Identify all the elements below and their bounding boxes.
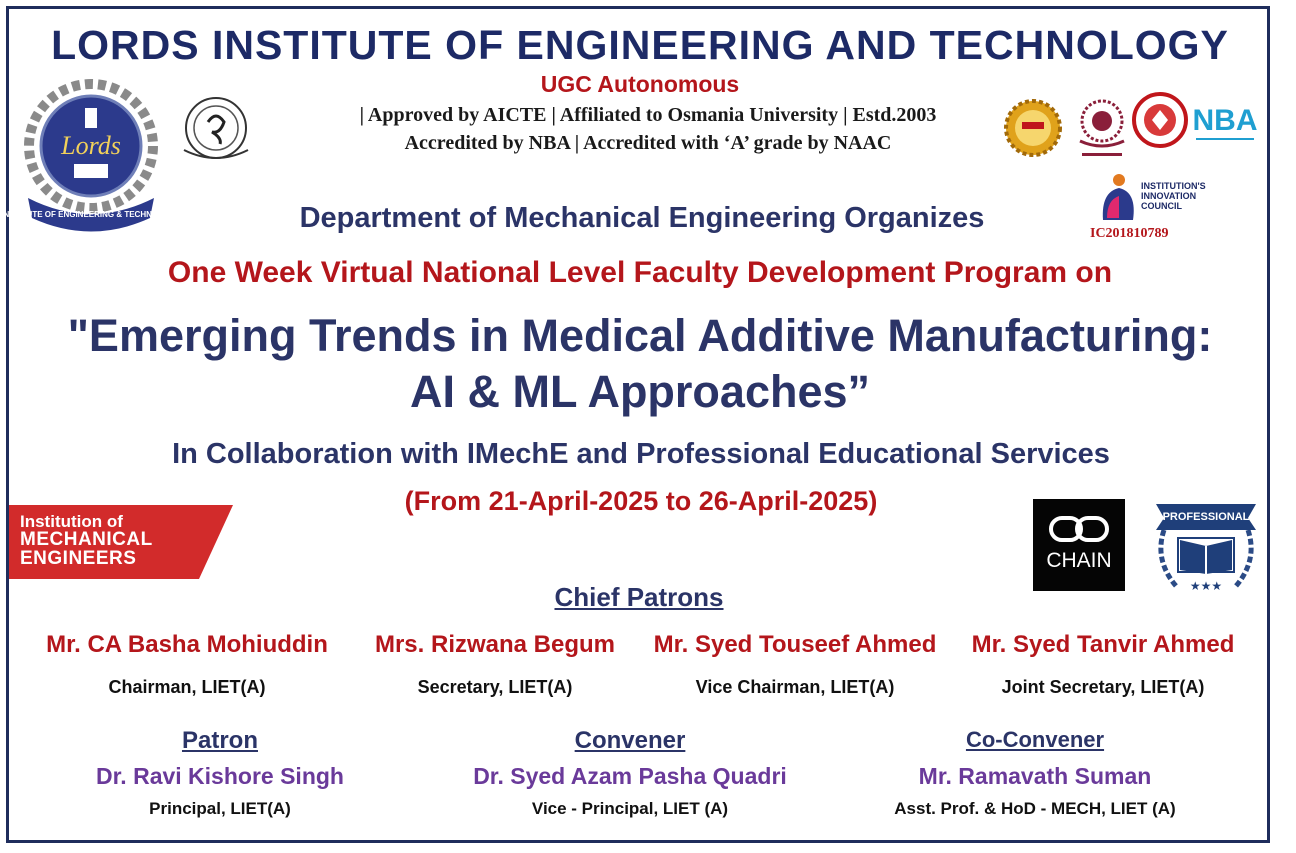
convener-role: Vice - Principal, LIET (A) — [531, 799, 729, 818]
co-convener-heading: Co-Convener — [965, 727, 1105, 752]
ugc-autonomous-label: UGC Autonomous — [540, 71, 740, 97]
chief-patron-2-name: Mrs. Rizwana Begum — [374, 631, 616, 658]
chief-patron-3-name: Mr. Syed Touseef Ahmed — [653, 631, 937, 658]
lords-seal-banner-text: INSTITUTE OF ENGINEERING & TECHNOLOGY — [1, 210, 181, 219]
patron-name: Dr. Ravi Kishore Singh — [96, 763, 344, 789]
chain-logo-text: CHAIN — [1046, 549, 1112, 572]
naac-logo — [1074, 95, 1130, 161]
osmania-university-logo — [180, 92, 252, 164]
accreditation-seal-logo — [1132, 92, 1188, 148]
event-title-line2: AI & ML Approaches” — [409, 366, 871, 417]
chief-patron-1-role: Chairman, LIET(A) — [108, 677, 266, 697]
accreditation-line: Accredited by NBA | Accredited with ‘A’ grade by NAAC — [404, 132, 892, 154]
co-convener-role: Asst. Prof. & HoD - MECH, LIET (A) — [894, 799, 1176, 818]
chief-patron-3-role: Vice Chairman, LIET(A) — [695, 677, 895, 697]
svg-text:★★★: ★★★ — [1189, 579, 1223, 593]
imeche-logo-line2: MECHANICAL — [20, 529, 153, 550]
event-dates: (From 21-April-2025 to 26-April-2025) — [404, 486, 878, 516]
nba-logo-text: NBA — [1192, 104, 1258, 137]
patron-heading: Patron — [181, 727, 258, 754]
iic-code: IC201810789 — [1090, 226, 1169, 241]
imeche-logo-line3: ENGINEERS — [20, 548, 137, 569]
chain-logo — [1033, 499, 1125, 591]
convener-name: Dr. Syed Azam Pasha Quadri — [473, 763, 787, 789]
lords-seal-text: Lords — [61, 131, 121, 160]
pes-banner-text: PROFESSIONAL — [1162, 511, 1250, 523]
chief-patron-1-name: Mr. CA Basha Mohiuddin — [46, 631, 328, 658]
imeche-logo-line1: Institution of — [20, 512, 123, 531]
chief-patron-2-role: Secretary, LIET(A) — [417, 677, 573, 697]
chain-link-icon — [1047, 514, 1111, 544]
chief-patrons-heading: Chief Patrons — [554, 582, 724, 612]
patron-role: Principal, LIET(A) — [149, 799, 291, 818]
nba-logo — [1192, 100, 1258, 150]
department-organizes: Department of Mechanical Engineering Organizes — [299, 202, 985, 234]
event-title-line1: "Emerging Trends in Medical Additive Manufacturing: — [67, 310, 1213, 361]
chief-patron-4-name: Mr. Syed Tanvir Ahmed — [971, 631, 1235, 658]
iic-name: INSTITUTION'S INNOVATION COUNCIL — [1141, 181, 1206, 211]
program-title: One Week Virtual National Level Faculty Development Program on — [167, 256, 1113, 289]
approval-line: | Approved by AICTE | Affiliated to Osmania University | Estd.2003 — [359, 104, 937, 126]
institute-name: LORDS INSTITUTE OF ENGINEERING AND TECHNOLOGY — [51, 22, 1229, 68]
co-convener-name: Mr. Ramavath Suman — [918, 763, 1152, 789]
chief-patron-4-role: Joint Secretary, LIET(A) — [1001, 677, 1205, 697]
convener-heading: Convener — [574, 727, 686, 754]
aicte-logo — [1004, 99, 1062, 157]
collaboration-line: In Collaboration with IMechE and Professional Educational Services — [172, 438, 1110, 470]
